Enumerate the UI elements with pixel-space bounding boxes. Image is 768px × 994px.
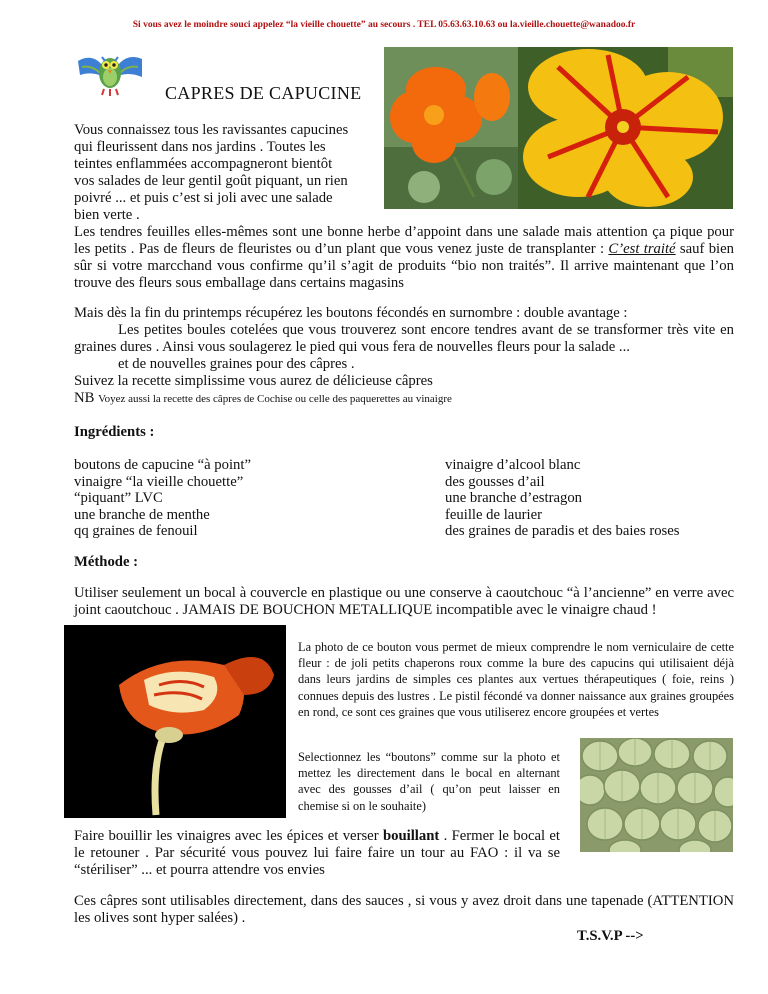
turn-page-note: T.S.V.P --> [577,928,644,944]
boil-text: Faire bouillir les vinaigres avec les épices et verser [74,828,383,844]
orange-nasturtium-photo [384,47,518,209]
intro-text: Les tendres feuilles elles-mêmes sont une bonne herbe d’appoint dans une salade mais attention ça pique pour les petits . Pas de fleurs de fleuristes ou d’un plant que vous venez juste de transplanter : [74,224,734,257]
owl-logo-icon [74,47,146,99]
treated-warning: C’est traité [608,241,676,257]
ingredient-item: feuille de laurier [445,506,543,523]
boil-text-end: . Fermer le bocal et le retouner . Par sécurité vous pouvez lui faire faire un tour au FAO : il va se “stériliser” ... et pourra attendre vos envies [74,828,560,878]
ingredient-item: qq graines de fenouil [74,523,198,539]
harvest-line-1: Mais dès la fin du printemps récupérez les boutons fécondés en surnombre : double avantage : [74,305,628,321]
intro-line: poivré ... et puis c’est si joli avec une salade [74,190,333,206]
intro-line: bien verte . [74,207,140,223]
intro-line: vos salades de leur gentil goût piquant, un rien [74,173,348,189]
method-text: Utiliser seulement un bocal à couvercle en plastique ou une conserve à caoutchouc “à l’ancienne” en verre avec joint caoutchouc . [74,585,734,618]
final-paragraph: Ces câpres sont utilisables directement, dans des sauces , si vous y avez droit dans une tapenade (ATTENTION les olives sont hyper salées) . [74,893,734,926]
ingredient-item: une branche de menthe [74,506,210,523]
nasturtium-bud-section-photo [64,625,286,818]
intro-line: teintes enflammées accompagneront bientôt [74,156,333,172]
ingredients-heading: Ingrédients : [74,424,155,440]
ingredients-left-list [74,457,251,540]
metal-warning: JAMAIS DE BOUCHON METALLIQUE [182,602,433,618]
ingredient-item: “piquant” LVC [74,490,163,506]
yellow-red-nasturtium-photo [518,47,733,209]
nb-note [74,390,734,408]
nb-label: NB [74,390,95,406]
harvest-paragraph: Les petites boules cotelées que vous trouverez sont encore tendres avant de se transformer très vite en graines dures . Ainsi vous soulagerez le pied qui vous fera de nouvelles fleurs pour la salade ... [74,322,734,355]
page-title: CAPRES DE CAPUCINE [165,83,362,103]
intro-line: Vous connaissez tous les ravissantes capucines [74,122,349,138]
method-heading: Méthode : [74,554,139,570]
boil-emphasis: bouillant [382,828,440,844]
intro-text-end: sauf bien sûr si votre marcchand vous confirme qu’il s’agit de produits “bio non traités”. Il arrive maintenant que l’on trouve des fleurs sous emballage dans certains magasins [74,241,735,291]
ingredient-item: des graines de paradis et des baies roses [445,523,680,539]
nb-text: Voyez aussi la recette des câpres de Cochise ou celle des paquerettes au vinaigre [98,393,452,405]
method-text-end: incompatible avec le vinaigre chaud ! [432,602,657,618]
bud-photo-caption: La photo de ce bouton vous permet de mieux comprendre le nom verniculaire de cette fleur : de joli petits chaperons roux comme la bure des capucins qui utilisaient déjà dans leurs jardins de simples ces plantes aux vertues thérapeutiques ( foie, reins ) connues depuis des lustres . Le pistil fécondé va donner naissance aux graines groupées en rond, ce sont ces graines que vous utiliserez encore groupées et vertes [298,640,734,719]
boil-paragraph [74,828,560,879]
ingredients-right-list [445,457,680,540]
intro-paragraph [74,224,734,292]
select-buds-text: Selectionnez les “boutons” comme sur la photo et mettez les directement dans le bocal en alternant avec des gousses d’ail ( qu’on peut laisser en chemise si on le souhaite) [298,750,560,813]
ingredient-item: vinaigre d’alcool blanc [445,457,581,473]
ingredient-item: boutons de capucine “à point” [74,457,252,473]
page-header: Si vous avez le moindre souci appelez “la vieille chouette” au secours . TEL 05.63.63.10.63 ou la.vieille.chouette@wanadoo.fr [132,20,636,30]
method-paragraph-1 [74,585,734,619]
harvest-line-4: Suivez la recette simplissime vous aurez de délicieuse câpres [74,373,433,389]
harvest-line-3: et de nouvelles graines pour des câpres . [118,356,355,372]
ingredient-item: des gousses d’ail [445,473,545,490]
ingredient-item: une branche d’estragon [445,490,583,506]
green-nasturtium-seeds-photo [580,738,733,852]
intro-line: qui fleurissent dans nos jardins . Toutes les [74,139,326,155]
ingredient-item: vinaigre “la vieille chouette” [74,473,244,490]
